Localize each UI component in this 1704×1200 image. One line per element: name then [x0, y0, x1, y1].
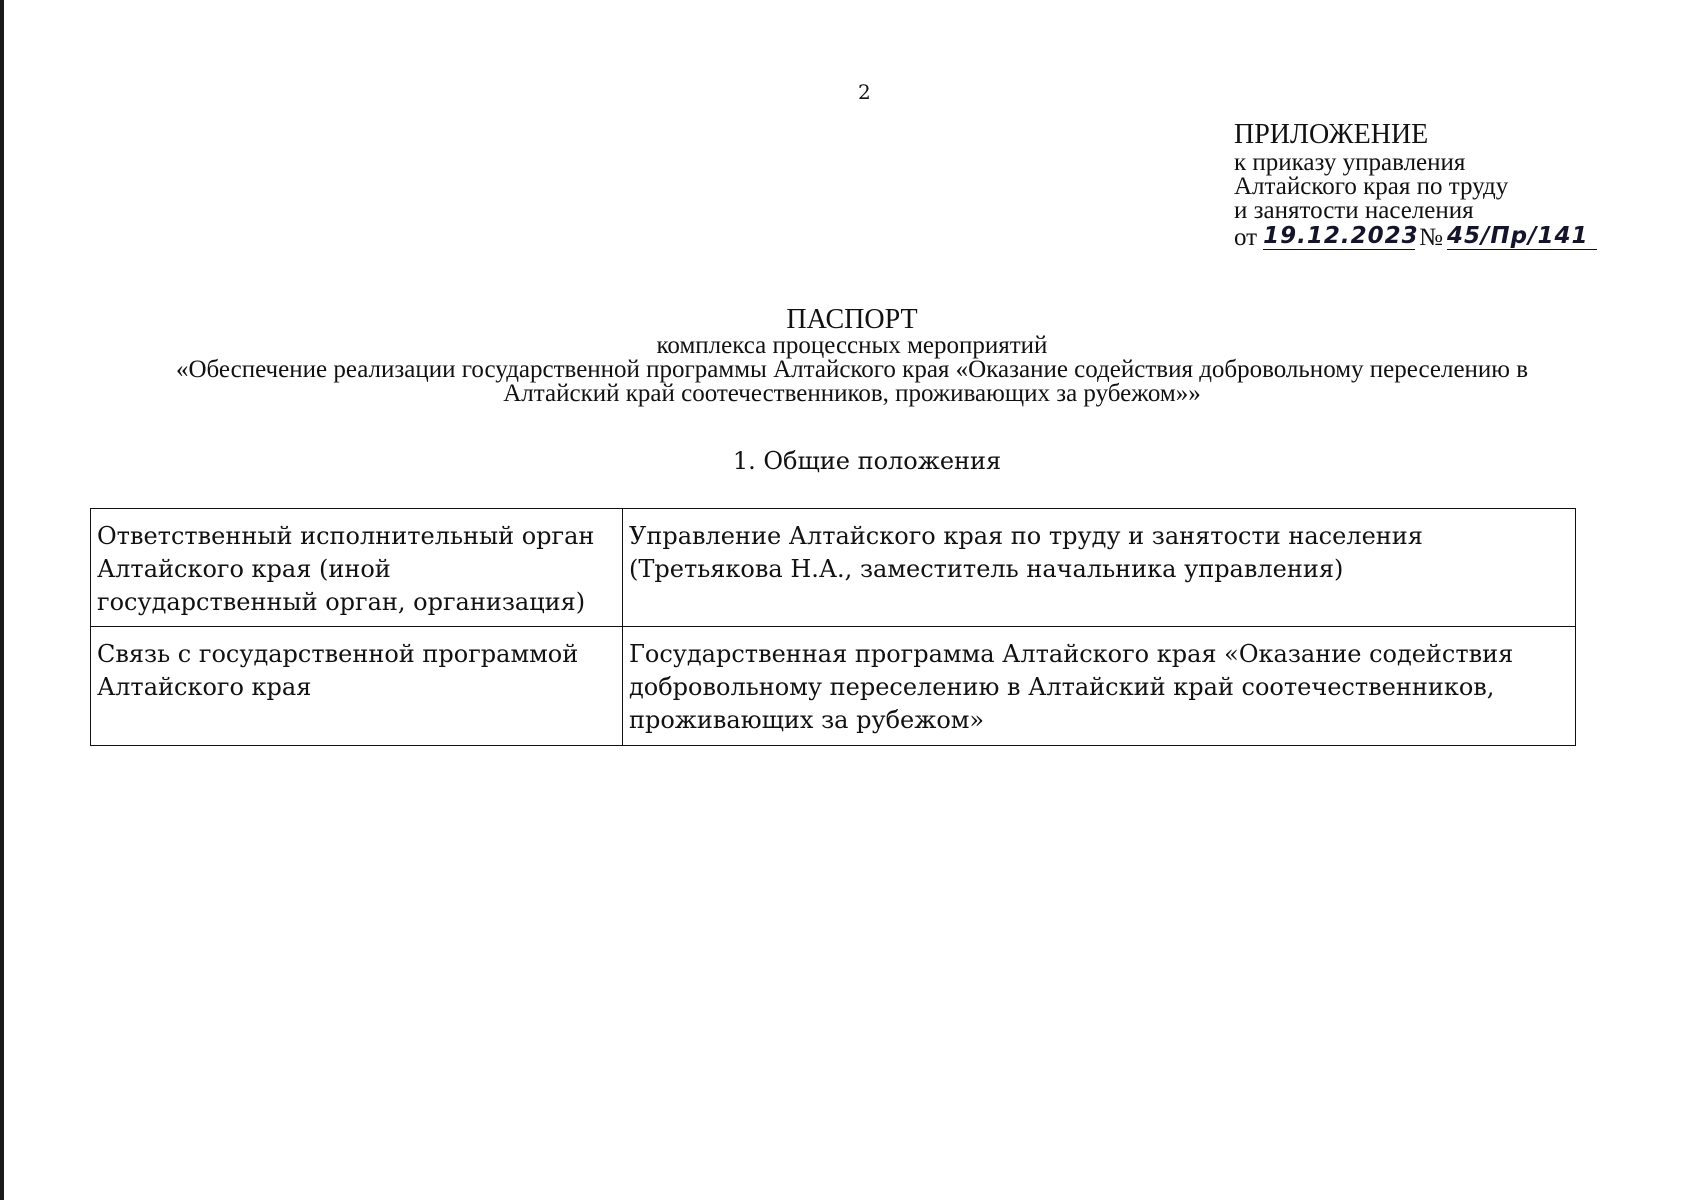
number-prefix: №	[1419, 224, 1443, 251]
handwritten-date: 19.12.2023	[1263, 223, 1419, 249]
table-cell-value: Управление Алтайского края по труду и занятости населения (Третьякова Н.А., заместитель начальника управления)	[623, 509, 1576, 627]
section-title: 1. Общие положения	[732, 447, 1002, 475]
title-line-3: Алтайский край соотечественников, проживающих за рубежом»»	[503, 380, 1201, 407]
approval-line-1: к приказу управления	[1234, 149, 1466, 176]
table-cell-label: Ответственный исполнительный орган Алтайского края (иной государственный орган, организация)	[91, 509, 623, 627]
scan-edge-shadow	[0, 0, 4, 1200]
general-provisions-table	[90, 508, 1576, 746]
date-prefix: от	[1234, 224, 1258, 251]
approval-line-3: и занятости населения	[1234, 197, 1474, 224]
table-row	[91, 627, 1576, 746]
approval-block	[1234, 121, 1597, 250]
table-row	[91, 509, 1576, 627]
document-title: ПАСПОРТ	[786, 304, 918, 335]
page-number: 2	[858, 80, 871, 104]
table-cell-value: Государственная программа Алтайского края «Оказание содействия добровольному переселению в Алтайский край соотечественников, проживающих за рубежом»	[623, 627, 1576, 746]
document-title-block	[0, 306, 1704, 406]
approval-heading: ПРИЛОЖЕНИЕ	[1234, 119, 1429, 150]
table-cell-label: Связь с государственной программой Алтайского края	[91, 627, 623, 746]
handwritten-order-number: 45/Пр/141	[1447, 223, 1597, 250]
approval-date-line	[1234, 223, 1597, 250]
title-line-2: «Обеспечение реализации государственной программы Алтайского края «Оказание содействия добровольному переселению в	[175, 356, 1529, 383]
approval-line-2: Алтайского края по труду	[1234, 173, 1509, 200]
title-line-1: комплекса процессных мероприятий	[656, 332, 1048, 359]
